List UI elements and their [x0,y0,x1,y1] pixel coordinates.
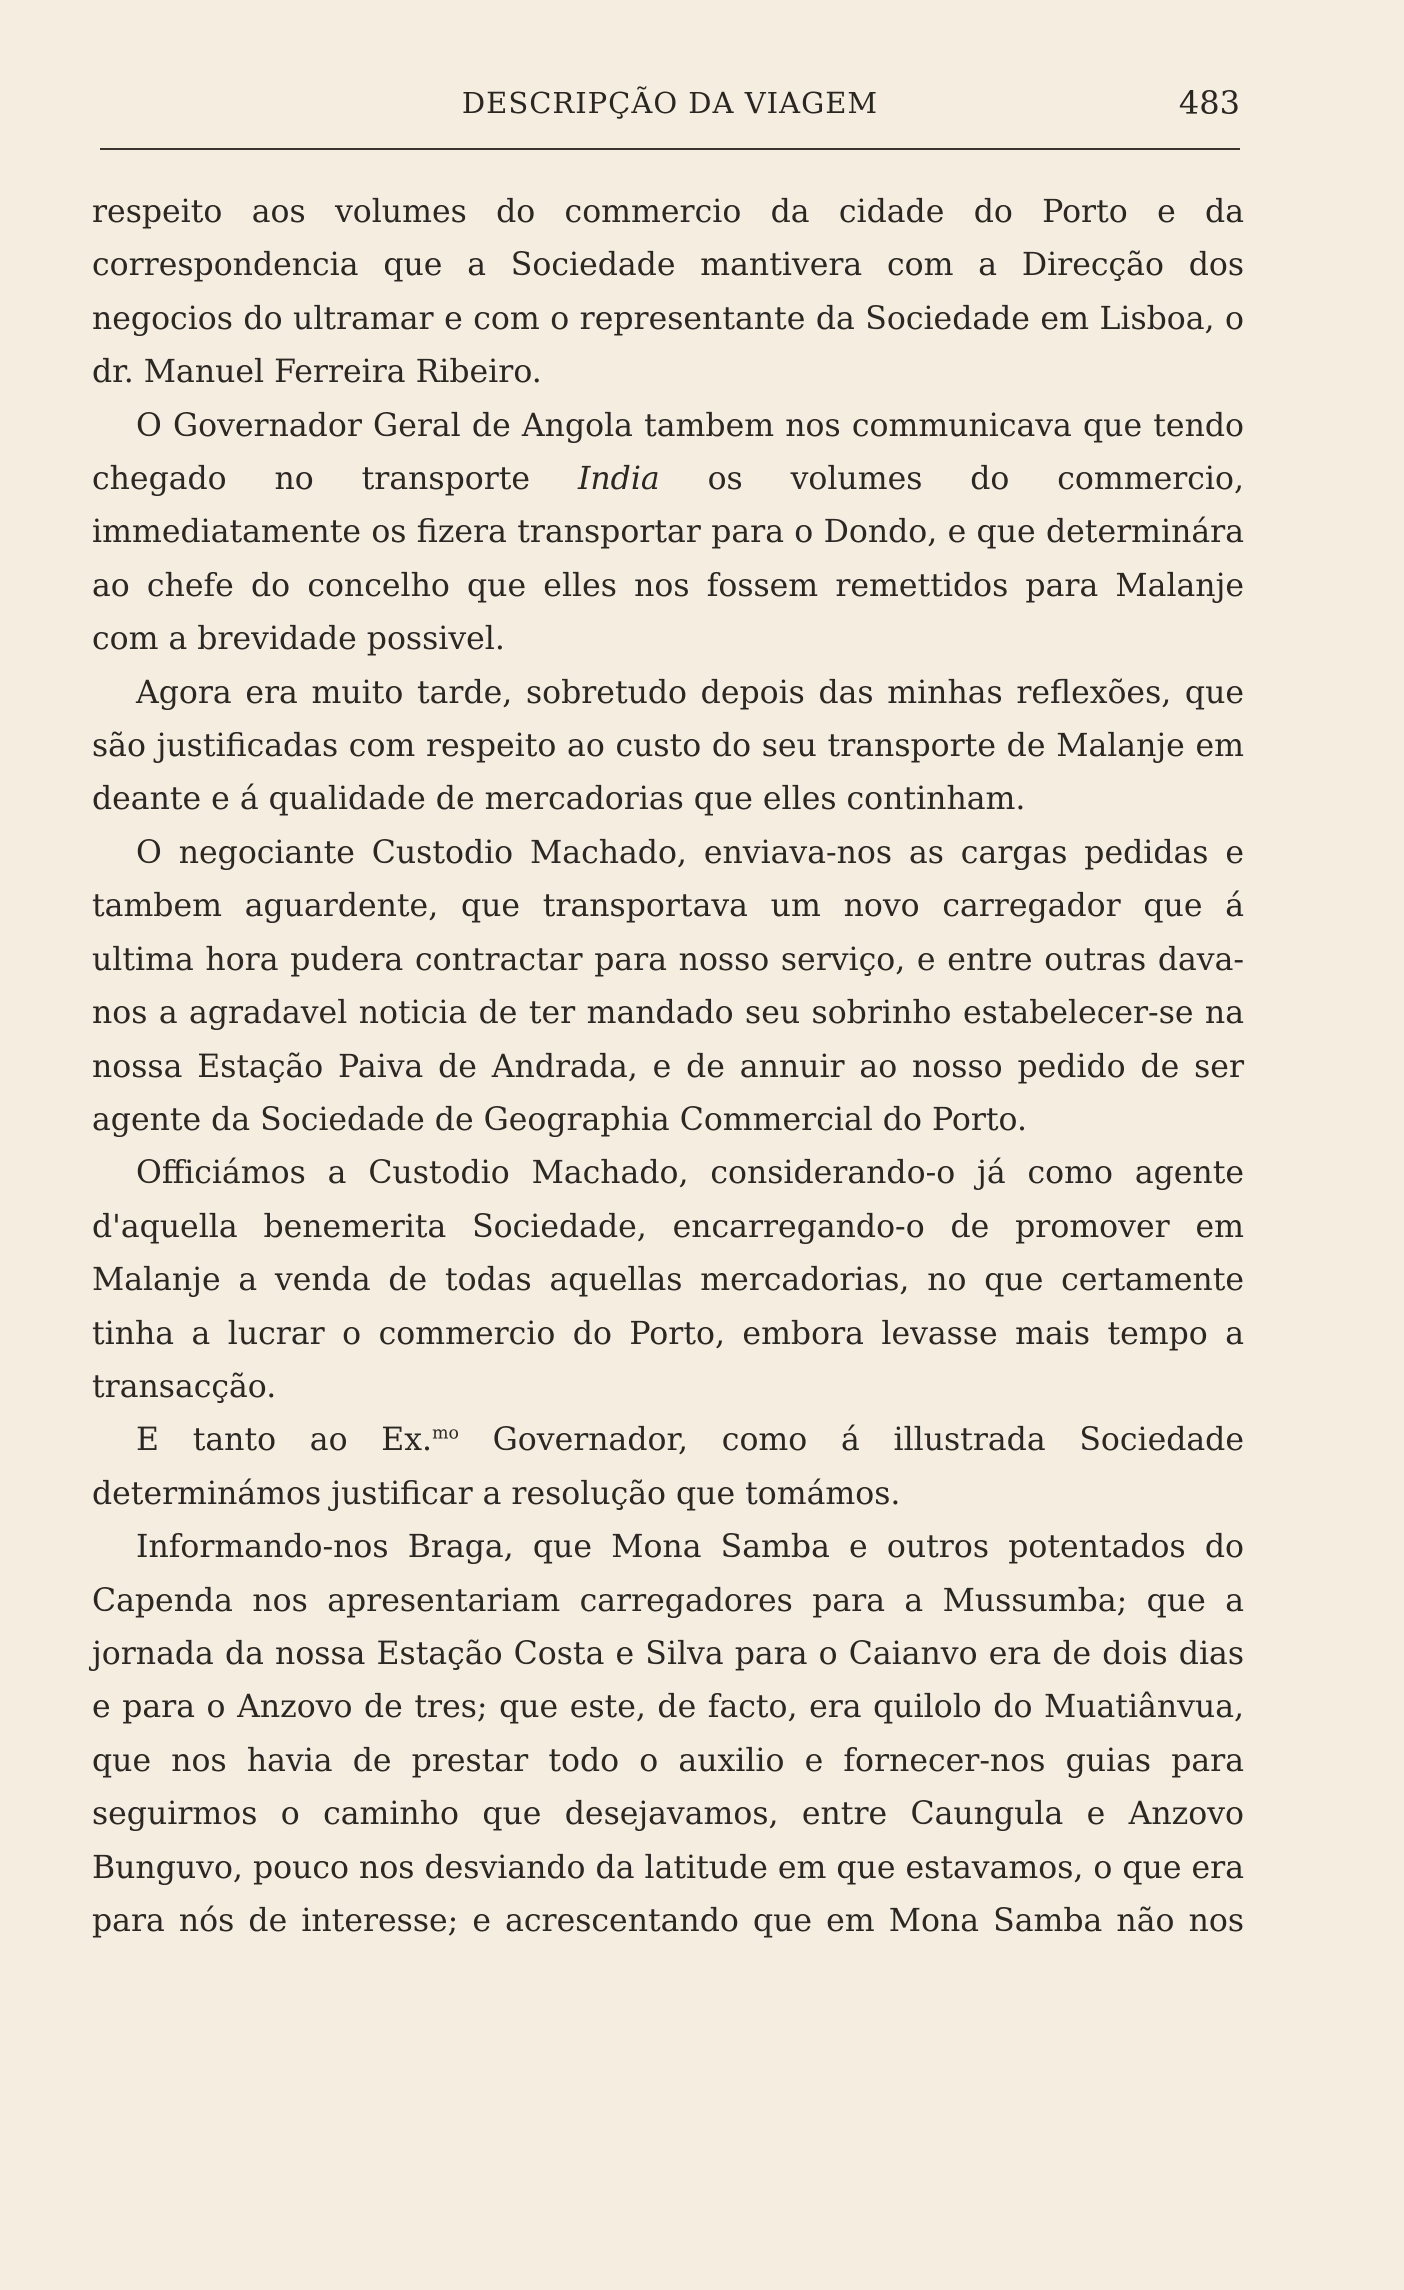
page-header [100,80,1240,130]
paragraph-7: Informando-nos Braga, que Mona Samba e outros potentados do Capenda nos apresentariam carregadores para a Mussumba; que a jornada da nossa Estação Costa e Silva para o Caianvo era de dois dias e para o Anzovo de tres; que este, de facto, era quilolo do Muatiânvua, que nos havia de prestar todo o auxilio e fornecer-nos guias para seguirmos o caminho que desejavamos, entre Caungula e Anzovo Bunguvo, pouco nos desviando da latitude em que estavamos, o que era para nós de interesse; e acrescentando que em Mona Samba não nos [92,1529,1244,1939]
ship-name: India [577,461,660,498]
paragraph-6-text-b: Governador, como á illustrada Sociedade determinámos justificar a resolução que tomámos. [92,1422,1244,1512]
header-rule [100,148,1240,150]
page-number: 483 [1178,84,1240,122]
honorific-superscript: mo [432,1423,459,1444]
running-head: DESCRIPÇÃO DA VIAGEM [461,86,879,120]
paragraph-6 [92,1414,1244,1521]
paragraph-5: Officiámos a Custodio Machado, considerando-o já como agente d'aquella benemerita Sociedade, encarregando-o de promover em Malanje a venda de todas aquellas mercadorias, no que certamente tinha a lucrar o commercio do Porto, embora levasse mais tempo a transacção. [92,1155,1244,1405]
paragraph-3: Agora era muito tarde, sobretudo depois das minhas reflexões, que são justificadas com respeito ao custo do seu transporte de Malanje em deante e á qualidade de mercadorias que elles continham. [92,674,1244,818]
paragraph-1: respeito aos volumes do commercio da cidade do Porto e da correspondencia que a Sociedade mantivera com a Direcção dos negocios do ultramar e com o representante da Sociedade em Lisboa, o dr. Manuel Ferreira Ribeiro. [92,194,1244,391]
paragraph-2-text-b: os volumes do commercio, immediatamente os fizera transportar para o Dondo, e que determinára ao chefe do concelho que elles nos fossem remettidos para Malanje com a brevidade possivel. [92,461,1244,658]
body-text [92,186,1244,1948]
paragraph-6-text-a: E tanto ao Ex. [136,1422,433,1459]
paragraph-4: O negociante Custodio Machado, enviava-nos as cargas pedidas e tambem aguardente, que transportava um novo carregador que á ultima hora pudera contractar para nosso serviço, e entre outras dava-nos a agradavel noticia de ter mandado seu sobrinho estabelecer-se na nossa Estação Paiva de Andrada, e de annuir ao nosso pedido de ser agente da Sociedade de Geographia Commercial do Porto. [92,834,1244,1138]
paragraph-2 [92,400,1244,667]
paragraph-2-text-a: O Governador Geral de Angola tambem nos communicava que tendo chegado no transporte [92,407,1244,498]
